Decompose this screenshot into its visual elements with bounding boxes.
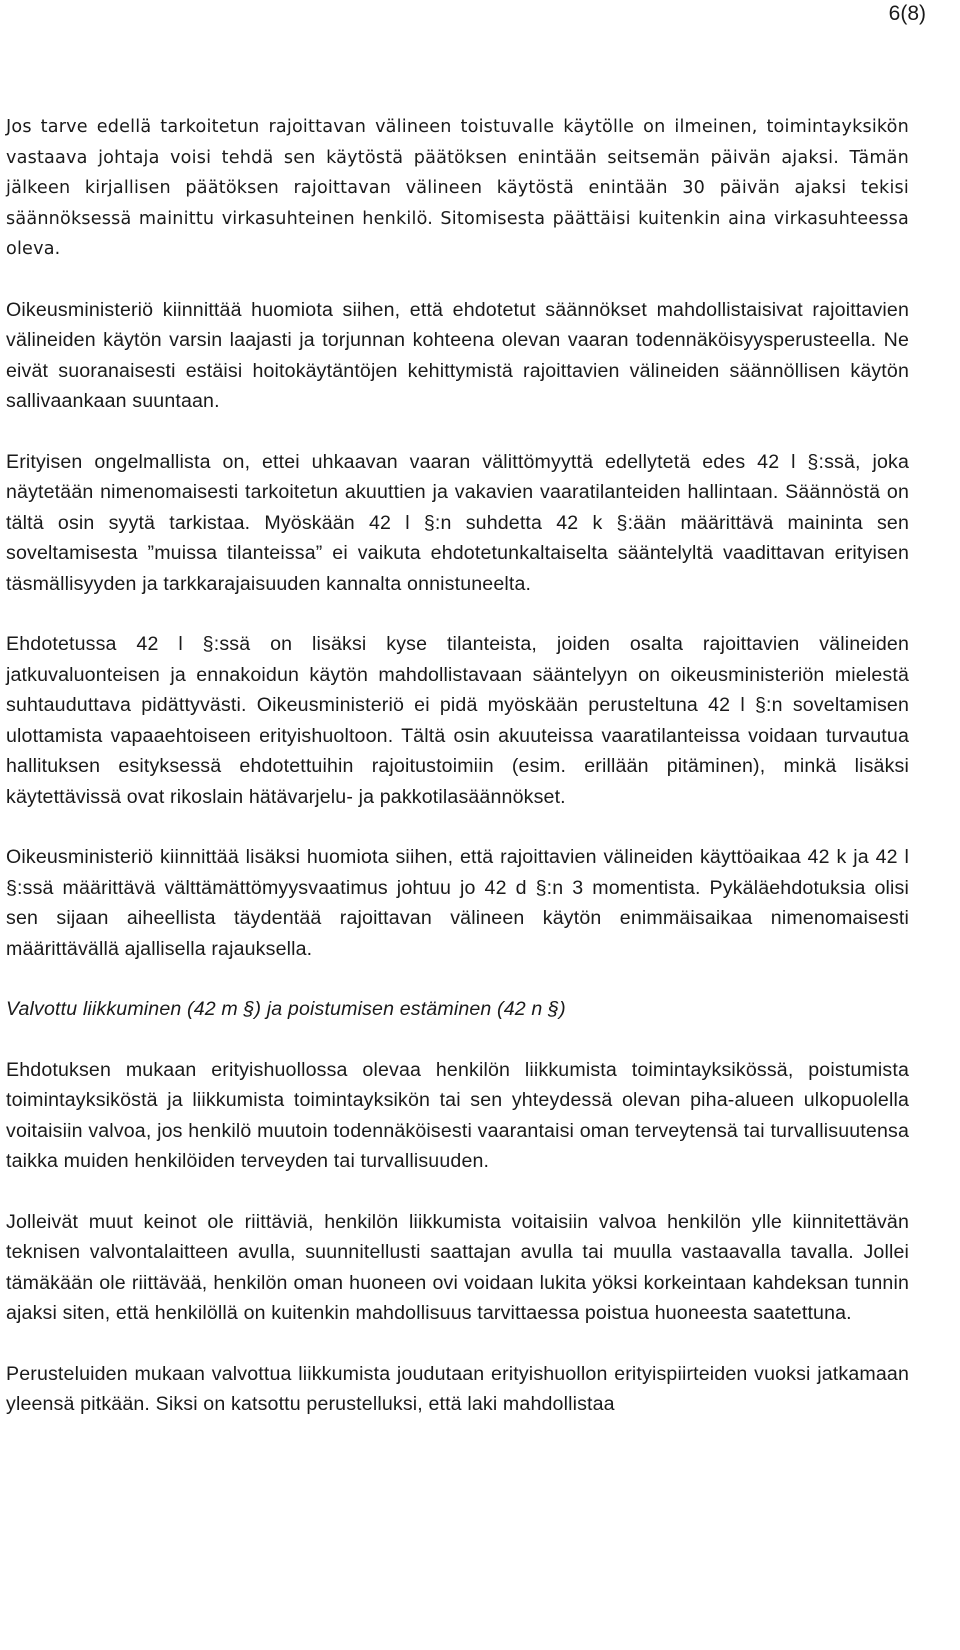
paragraph-other-means: Jolleivät muut keinot ole riittäviä, henkilön liikkumista voitaisiin valvoa henkilön ylle kiinnitettävän teknisen valvontalaitteen avulla, suunnitellusti saattajan avulla tai muulla vastaavalla tavalla. Jollei tämäkään ole riittävää, henkilön oman huoneen ovi voidaan lukita yöksi korkeintaan kahdeksan tunnin ajaksi siten, että henkilöllä on kuitenkin mahdollisuus tarvittaessa poistua huoneesta saatettuna. bbox=[6, 1210, 909, 1324]
paragraph-42l-restraint: Ehdotetussa 42 l §:ssä on lisäksi kyse tilanteista, joiden osalta rajoittavien välineiden jatkuvaluonteisen ja ennakoidun käytön mahdollistavaan sääntelyyn on oikeusministeriön mielestä suhtauduttava pidättyvästi. Oikeusministeriö ei pidä myöskään perusteltuna 42 l §:n soveltamisen ulottamista vapaaehtoiseen erityishuoltoon. Tältä osin akuuteissa vaaratilanteissa voidaan turvautua hallituksen esityksessä ehdotettuihin rajoitustoimiin (esim. erillään pitäminen), minkä lisäksi käytettävissä ovat rikoslain hätävarjelu- ja pakkotilasäännökset. bbox=[6, 633, 909, 808]
section-heading: Valvottu liikkuminen (42 m §) ja poistumisen estäminen (42 n §) bbox=[6, 998, 566, 1020]
paragraph-rationale: Perusteluiden mukaan valvottua liikkumista joudutaan erityishuollon erityispiirteiden vuoksi jatkamaan yleensä pitkään. Siksi on katsottu perustelluksi, että laki mahdollistaa bbox=[6, 1362, 909, 1415]
paragraph-ministry-observation: Oikeusministeriö kiinnittää huomiota siihen, että ehdotetut säännökset mahdollistaisivat rajoittavien välineiden käytön varsin laajasti ja torjunnan kohteena olevan vaaran todennäköisyysperusteella. Ne eivät suoranaisesti estäisi hoitokäytäntöjen kehittymistä rajoittavien välineiden säännöllisen käytön sallivaankaan suuntaan. bbox=[6, 298, 909, 412]
document-body bbox=[6, 112, 909, 1450]
page-number: 6(8) bbox=[888, 2, 926, 25]
paragraph-supervised-movement: Ehdotuksen mukaan erityishuollossa olevaa henkilön liikkumista toimintayksikössä, poistumista toimintayksiköstä ja liikkumista toimintayksikön tai sen yhteydessä olevan piha-alueen ulkopuolella voitaisiin valvoa, jos henkilö muutoin todennäköisesti vaarantaisi oman terveytensä tai turvallisuutensa taikka muiden henkilöiden terveyden tai turvallisuuden. bbox=[6, 1058, 909, 1172]
paragraph-time-limit: Oikeusministeriö kiinnittää lisäksi huomiota siihen, että rajoittavien välineiden käyttöaikaa 42 k ja 42 l §:ssä määrittävä välttämättömyysvaatimus johtuu jo 42 d §:n 3 momentista. Pykäläehdotuksia olisi sen sijaan aiheellista täydentää rajoittavan välineen käytön enimmäisaikaa nimenomaisesti määrittävällä ajallisella rajauksella. bbox=[6, 846, 909, 960]
paragraph-immediacy-problem: Erityisen ongelmallista on, ettei uhkaavan vaaran välittömyyttä edellytetä edes 42 l §:ssä, joka näytetään nimenomaisesti tarkoitetun akuuttien ja vakavien vaaratilanteiden hallintaan. Säännöstä on tältä osin syytä tarkistaa. Myöskään 42 l §:n suhdetta 42 k §:ään määrittävä maininta sen soveltamisesta ”muissa tilanteissa” ei vaikuta ehdotetunkaltaiselta sääntelyltä vaadittavan erityisen täsmällisyyden ja tarkkarajaisuuden kannalta onnistuneelta. bbox=[6, 450, 909, 595]
paragraph-decision-authority: Jos tarve edellä tarkoitetun rajoittavan välineen toistuvalle käytölle on ilmeinen, toimintayksikön vastaava johtaja voisi tehdä sen käytöstä päätöksen enintään seitsemän päivän ajaksi. Tämän jälkeen kirjallisen päätöksen rajoittavan välineen käytöstä enintään 30 päivän ajaksi tekisi säännöksessä mainittu virkasuhteinen henkilö. Sitomisesta päättäisi kuitenkin aina virkasuhteessa oleva. bbox=[6, 117, 909, 259]
